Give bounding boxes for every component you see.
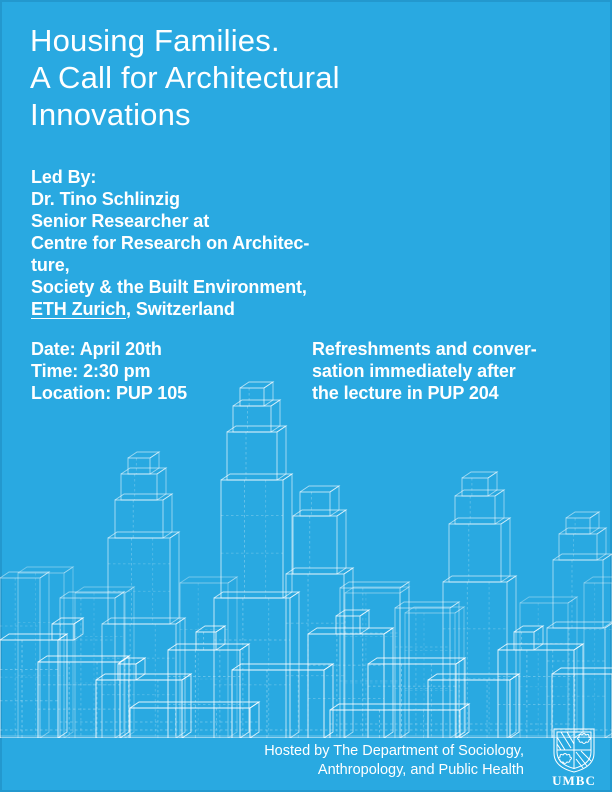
- event-date: Date: April 20th: [31, 339, 162, 359]
- title-line: A Call for Architectural: [30, 60, 340, 95]
- hosted-by-line: Hosted by The Department of Sociology,: [264, 743, 524, 759]
- title-line: Innovations: [30, 97, 191, 132]
- speaker-affiliation: ture,: [31, 255, 70, 275]
- speaker-name: Dr. Tino Schlinzig: [31, 189, 180, 209]
- refreshments-line: Refreshments and conver-: [312, 339, 537, 359]
- speaker-role: Senior Researcher at: [31, 211, 210, 231]
- country-label: , Switzerland: [126, 299, 235, 319]
- hosted-by-text: [204, 742, 524, 780]
- city-skyline-illustration: [0, 378, 612, 738]
- hosted-by-line: Anthropology, and Public Health: [317, 762, 524, 778]
- speaker-affiliation: Centre for Research on Architec-: [31, 233, 310, 253]
- title-line: Housing Families.: [30, 23, 280, 58]
- umbc-shield-icon: [552, 727, 596, 773]
- event-location: Location: PUP 105: [31, 383, 188, 403]
- speaker-affiliation: Society & the Built Environment,: [31, 277, 307, 297]
- page-title: [30, 22, 340, 133]
- refreshments-line: the lecture in PUP 204: [312, 383, 499, 403]
- led-by-label: Led By:: [31, 167, 97, 187]
- umbc-logo: [546, 727, 602, 789]
- umbc-logo-text: UMBC: [552, 773, 596, 788]
- event-time: Time: 2:30 pm: [31, 361, 151, 381]
- speaker-info: [31, 166, 309, 320]
- speaker-university-line: [31, 298, 309, 320]
- eth-zurich-link: ETH Zurich: [31, 299, 127, 319]
- refreshments-line: sation immediately after: [312, 361, 516, 381]
